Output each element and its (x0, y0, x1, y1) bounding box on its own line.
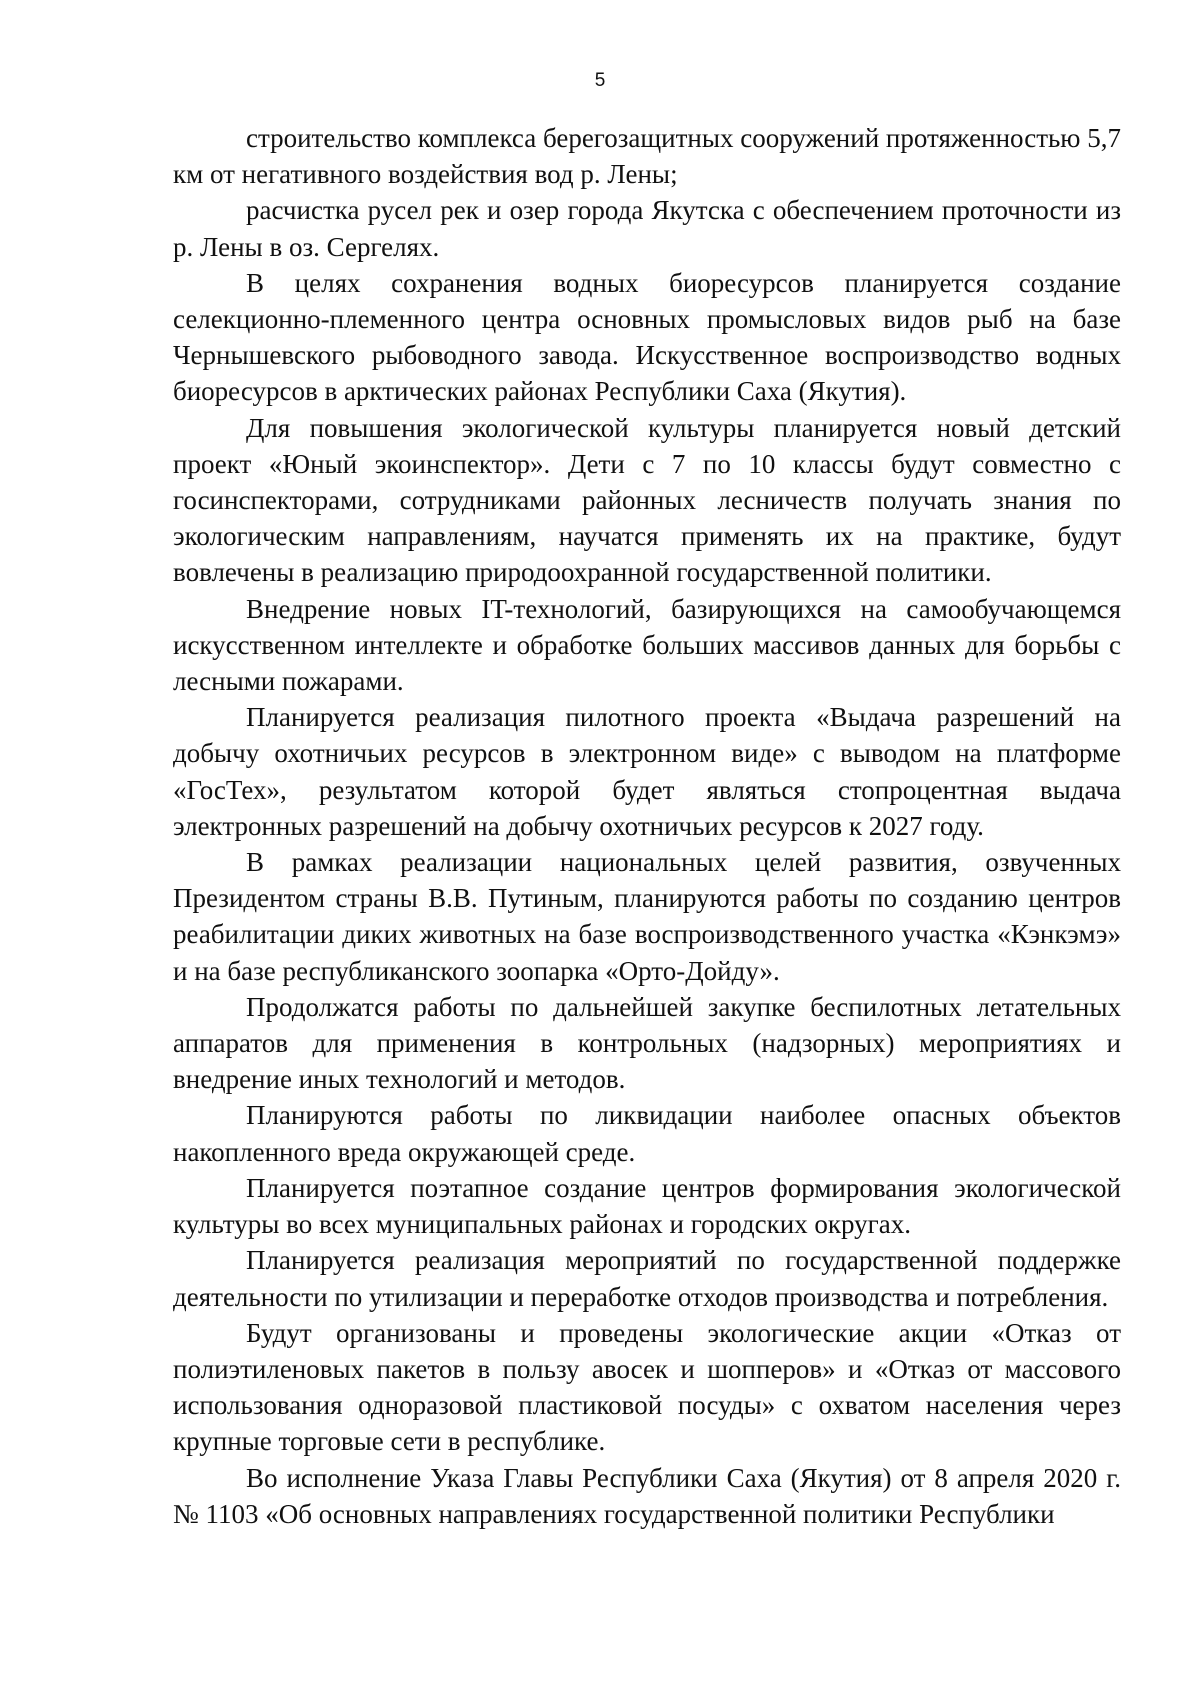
paragraph-drones: Продолжатся работы по дальнейшей закупке беспилотных летательных аппаратов для применения в контрольных (надзорных) мероприятиях и внедрение иных технологий и методов. (173, 991, 1121, 1095)
paragraph-eco-inspector: Для повышения экологической культуры планируется новый детский проект «Юный экоинспектор». Дети с 7 по 10 классы будут совместно с госинспекторами, сотрудниками районных лесничеств получать знания по экологическим направлениям, научатся применять их на практике, будут вовлечены в реализацию природоохранной государственной политики. (173, 412, 1121, 588)
paragraph-it-technologies: Внедрение новых IT-технологий, базирующихся на самообучающемся искусственном интеллекте и обработке больших массивов данных для борьбы с лесными пожарами. (173, 593, 1121, 697)
paragraph-accumulated-harm: Планируются работы по ликвидации наиболее опасных объектов накопленного вреда окружающей среде. (173, 1100, 1121, 1167)
paragraph-river-clearing: расчистка русел рек и озер города Якутска с обеспечением проточности из р. Лены в оз. Сергелях. (173, 195, 1121, 262)
paragraph-eco-campaigns: Будут организованы и проведены экологические акции «Отказ от полиэтиленовых пакетов в пользу авосек и шопперов» и «Отказ от массового использования одноразовой пластиковой посуды» с охватом населения через крупные торговые сети в республике. (173, 1317, 1121, 1457)
paragraph-aquatic-bioresources: В целях сохранения водных биоресурсов планируется создание селекционно-племенного центра основных промысловых видов рыб на базе Чернышевского рыбоводного завода. Искусственное воспроизводство водных биоресурсов в арктических районах Республики Саха (Якутия). (173, 267, 1121, 407)
paragraph-wildlife-rehabilitation: В рамках реализации национальных целей развития, озвученных Президентом страны В.В. Путиным, планируются работы по созданию центров реабилитации диких животных на базе воспроизводственного участка «Кэнкэмэ» и на базе республиканского зоопарка «Орто-Дойду». (173, 847, 1121, 986)
paragraph-hunting-permits: Планируется реализация пилотного проекта «Выдача разрешений на добычу охотничьих ресурсов в электронном виде» с выводом на платформе «ГосТех», результатом которой будет являться стопроцентная выдача электронных разрешений на добычу охотничьих ресурсов к 2027 году. (173, 702, 1121, 841)
paragraph-decree: Во исполнение Указа Главы Республики Саха (Якутия) от 8 апреля 2020 г. № 1103 «Об основных направлениях государственной политики Республики (173, 1462, 1121, 1529)
document-body (173, 120, 1121, 1532)
page-number: 5 (594, 70, 606, 91)
paragraph-waste-recycling: Планируется реализация мероприятий по государственной поддержке деятельности по утилизации и переработке отходов производства и потребления. (173, 1245, 1121, 1312)
paragraph-coastal-protection: строительство комплекса берегозащитных сооружений протяженностью 5,7 км от негативного воздействия вод р. Лены; (173, 123, 1121, 190)
paragraph-eco-culture-centers: Планируется поэтапное создание центров формирования экологической культуры во всех муниципальных районах и городских округах. (173, 1172, 1121, 1240)
